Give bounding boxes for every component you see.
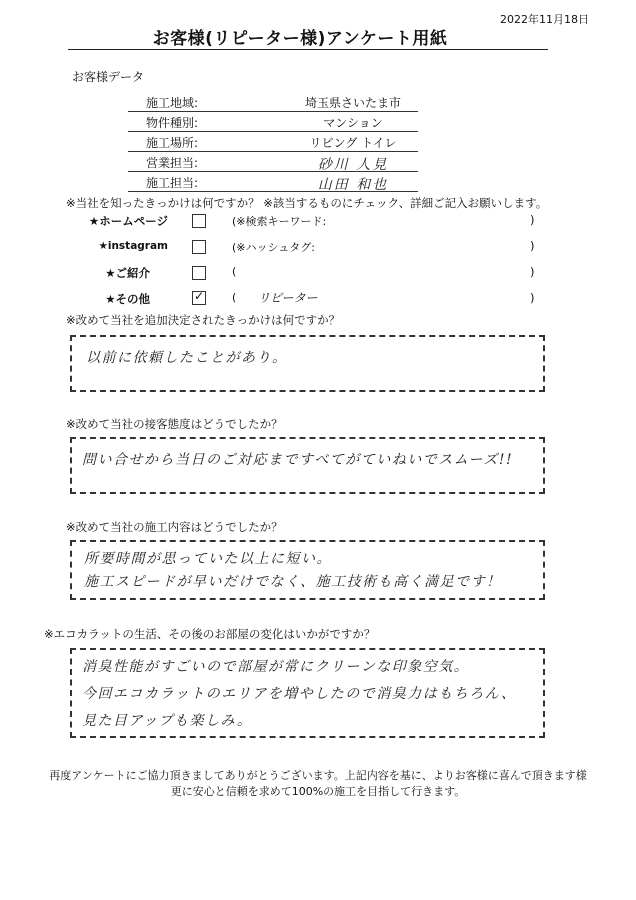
data-value: リビング トイレ	[309, 136, 397, 150]
data-value: マンション	[323, 116, 383, 130]
option-label-homepage: ★ホームページ	[88, 214, 168, 228]
data-row-location	[128, 132, 418, 152]
closing-line: 再度アンケートにご協力頂きましてありがとうございます。上記内容を基に、よりお客様に喜んで頂きます様	[49, 769, 587, 782]
option-paren-text: (※ハッシュタグ:	[232, 241, 315, 254]
answer-box-life-change	[70, 648, 545, 738]
survey-date: 2022年11月18日	[500, 13, 589, 26]
data-value-handwritten: 砂川 人見	[317, 157, 389, 173]
option-paren-text: (	[232, 291, 237, 304]
page-title: お客様(リピーター様)アンケート用紙	[152, 29, 448, 49]
closing-message	[40, 768, 596, 800]
answer-box-service-attitude	[70, 437, 545, 494]
option-label-other: ★その他	[105, 292, 150, 306]
answer-line: 消臭性能がすごいので部屋が常にクリーンな印象空気。	[82, 659, 470, 675]
checkbox-other[interactable]	[192, 291, 206, 305]
data-label: 施工場所:	[146, 136, 199, 150]
data-row-installer	[128, 172, 418, 192]
answer-line: 以前に依頼したことがあり。	[86, 350, 288, 366]
data-row-area	[128, 92, 418, 112]
option-handwritten-answer: リピーター	[258, 291, 318, 305]
option-paren-text: (※検索キーワード:	[232, 215, 327, 228]
option-close-paren: )	[530, 213, 535, 227]
option-close-paren: )	[530, 265, 535, 279]
data-value: 埼玉県さいたま市	[304, 96, 401, 110]
answer-line: 問い合せから当日のご対応まですべてがていねいでスムーズ!!	[82, 452, 514, 468]
data-row-sales	[128, 152, 418, 172]
data-label: 物件種別:	[146, 116, 199, 130]
question-work-quality: ※改めて当社の施工内容はどうでしたか？	[66, 520, 283, 534]
checkbox-homepage[interactable]	[192, 214, 206, 228]
customer-data-heading: お客様データ	[72, 70, 145, 84]
data-label: 営業担当:	[146, 156, 199, 170]
closing-line: 更に安心と信頼を求めて100%の施工を目指して行きます。	[170, 785, 466, 798]
answer-box-decision-reason	[70, 335, 545, 392]
customer-data-table	[128, 92, 418, 192]
answer-box-work-quality	[70, 540, 545, 600]
question-life-change: ※エコカラットの生活、その後のお部屋の変化はいかがですか？	[44, 627, 376, 641]
answer-line: 今回エコカラットのエリアを増やしたので消臭力はもちろん、	[82, 686, 517, 702]
data-label: 施工担当:	[146, 176, 199, 190]
question-service-attitude: ※改めて当社の接客態度はどうでしたか？	[66, 417, 283, 431]
option-paren-text: (	[232, 265, 237, 278]
question-how-found: ※当社を知ったきっかけは何ですか？ ※該当するものにチェック、詳細ご記入お願いします。	[66, 196, 548, 210]
option-close-paren: )	[530, 239, 535, 253]
answer-line: 見た目アップも楽しみ。	[82, 713, 253, 729]
data-value-handwritten: 山田 和也	[317, 177, 389, 193]
data-row-property	[128, 112, 418, 132]
question-decision-reason: ※改めて当社を追加決定されたきっかけは何ですか？	[66, 313, 341, 327]
answer-line: 所要時間が思っていた以上に短い。	[84, 551, 332, 567]
checkmark-icon: ✓	[194, 289, 205, 303]
title-underline	[68, 49, 548, 50]
checkbox-instagram[interactable]	[192, 240, 206, 254]
data-label: 施工地域:	[146, 96, 199, 110]
option-close-paren: )	[530, 291, 535, 305]
option-label-instagram: ★instagram	[98, 240, 168, 252]
checkbox-referral[interactable]	[192, 266, 206, 280]
option-label-referral: ★ご紹介	[105, 266, 150, 280]
answer-line: 施工スピードが早いだけでなく、施工技術も高く満足です！	[84, 574, 502, 590]
